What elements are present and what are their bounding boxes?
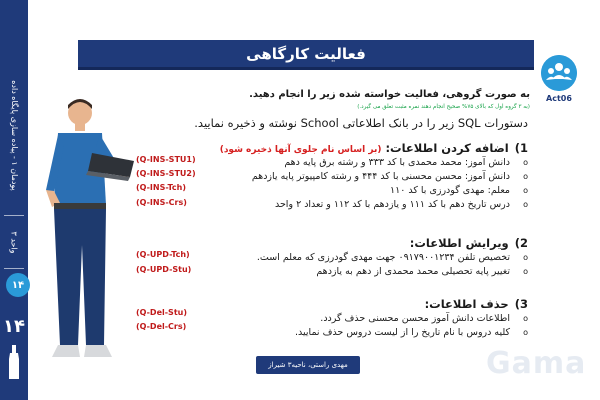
person-with-laptop-illustration [30, 95, 138, 365]
query-tag: (Q-UPD-Tch) [136, 250, 190, 259]
query-tag: (Q-UPD-Stu) [136, 265, 192, 274]
instruction-text: به صورت گروهی، فعالیت خواسته شده زیر را انجام دهید. [249, 89, 530, 100]
section-heading-insert: 1)اضافه کردن اطلاعات:(بر اساس نام جلوی آنها ذخیره شود) [219, 141, 528, 155]
sidebar-module-title: پودمان ۱ - پیاده سازی پایگاه داده [9, 79, 19, 191]
section-heading-update: 2)ویرایش اطلاعات: [409, 236, 528, 250]
sidebar-divider [4, 215, 24, 216]
list-item: o درس تاریخ دهم با کد ۱۱۱ و یازدهم با کد ۱۱۲ و تعداد ۲ واحد [128, 199, 528, 210]
list-item: o تغییر پایه تحصیلی محمد محمدی از دهم به یازدهم [128, 266, 528, 277]
sql-instruction: دستورات SQL زیر را در بانک اطلاعاتی School نوشته و ذخیره نمایید. [194, 116, 528, 130]
query-tag: (Q-Del-Crs) [136, 322, 187, 331]
list-item: o تخصیص تلفن ۰۹۱۷۹۰۰۱۲۳۴ جهت مهدی گودرزی که معلم است. [128, 252, 528, 263]
sidebar-circle-badge: ۱۴ [6, 273, 30, 297]
page-title: فعالیت کارگاهی [246, 44, 366, 63]
query-tag: (Q-INS-STU2) [136, 169, 196, 178]
activity-label: Act06 [546, 94, 572, 103]
query-tag: (Q-INS-Tch) [136, 183, 186, 192]
list-item: o کلیه دروس با نام تاریخ را از لیست دروس حذف نمایید. [128, 327, 528, 338]
bottle-icon [7, 345, 21, 381]
list-item: o دانش آموز: محمد محمدی با کد ۳۳۳ و رشته برق پایه دهم [128, 157, 528, 168]
query-tag: (Q-INS-STU1) [136, 155, 196, 164]
footer-credit: مهدی راستی، ناحیه۳ شیراز [256, 356, 360, 374]
instruction-note: (به ۳ گروه اول که بالای ۷۵% صحیح انجام دهند نمره مثبت تعلق می گیرد.) [357, 104, 530, 110]
section-heading-delete: 3)حذف اطلاعات: [424, 297, 528, 311]
list-item: o اطلاعات دانش آموز محسن محسنی حذف گردد. [128, 313, 528, 324]
sidebar-divider [4, 268, 24, 269]
query-tag: (Q-INS-Crs) [136, 198, 187, 207]
page-number: ۱۴ [3, 316, 25, 337]
query-tag: (Q-Del-Stu) [136, 308, 187, 317]
group-icon [541, 55, 577, 91]
page-title-banner [78, 40, 534, 70]
list-item: o معلم: مهدی گودرزی با کد ۱۱۰ [128, 185, 528, 196]
list-item: o دانش آموز: محسن محسنی با کد ۴۴۴ و رشته کامپیوتر پایه یازدهم [128, 171, 528, 182]
sidebar-unit-label: واحد ۳ [9, 230, 19, 254]
watermark-logo: Gama [486, 346, 587, 381]
